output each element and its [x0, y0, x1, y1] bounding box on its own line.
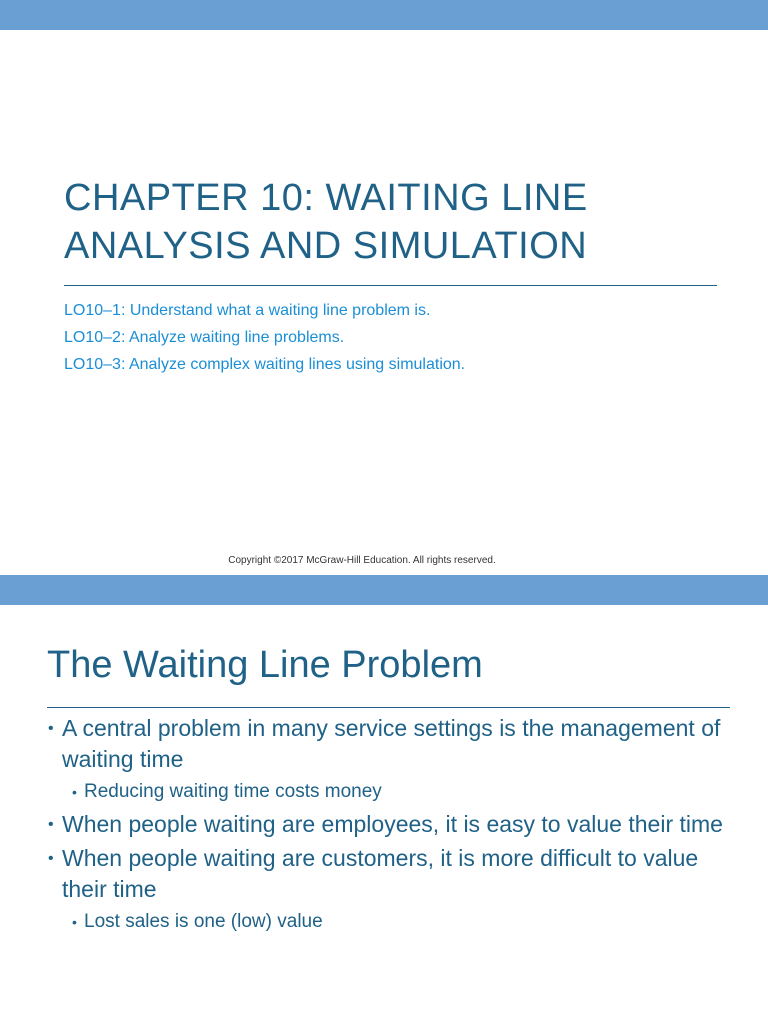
- bullet-item: [48, 809, 738, 840]
- bullet-dot-icon: •: [72, 784, 77, 800]
- content-slide: [0, 605, 768, 1024]
- bullet-text: Lost sales is one (low) value: [84, 911, 323, 932]
- objective-item: LO10–3: Analyze complex waiting lines using simulation.: [64, 356, 466, 373]
- learning-objectives: [64, 297, 465, 378]
- slide-title-divider: [47, 707, 730, 708]
- sub-bullet-item: [48, 908, 738, 936]
- bullet-item: [48, 713, 738, 775]
- chapter-title: [64, 174, 724, 270]
- title-slide: [0, 30, 768, 575]
- bullet-text: When people waiting are customers, it is more difficult to value their time: [62, 845, 699, 902]
- slide-title: The Waiting Line Problem: [47, 644, 483, 686]
- bullet-text: Reducing waiting time costs money: [84, 781, 382, 802]
- objective-item: LO10–2: Analyze waiting line problems.: [64, 329, 345, 346]
- chapter-title-line-2: ANALYSIS AND SIMULATION: [64, 225, 588, 267]
- bullet-text: A central problem in many service settings is the management of waiting time: [62, 715, 721, 772]
- bullet-item: [48, 843, 738, 905]
- bullet-dot-icon: •: [48, 850, 54, 867]
- bullet-dot-icon: •: [48, 816, 54, 833]
- bullet-text: When people waiting are employees, it is easy to value their time: [62, 811, 723, 837]
- chapter-title-line-1: CHAPTER 10: WAITING LINE: [64, 177, 588, 219]
- bullet-dot-icon: •: [72, 914, 77, 930]
- bullet-list: [48, 713, 738, 939]
- bullet-dot-icon: •: [48, 720, 54, 737]
- sub-bullet-item: [48, 778, 738, 806]
- top-band: [0, 0, 768, 30]
- objective-item: LO10–1: Understand what a waiting line problem is.: [64, 302, 431, 319]
- copyright-notice: Copyright ©2017 McGraw-Hill Education. All rights reserved.: [228, 555, 496, 566]
- slide-separator-band: [0, 575, 768, 605]
- title-divider: [64, 285, 717, 286]
